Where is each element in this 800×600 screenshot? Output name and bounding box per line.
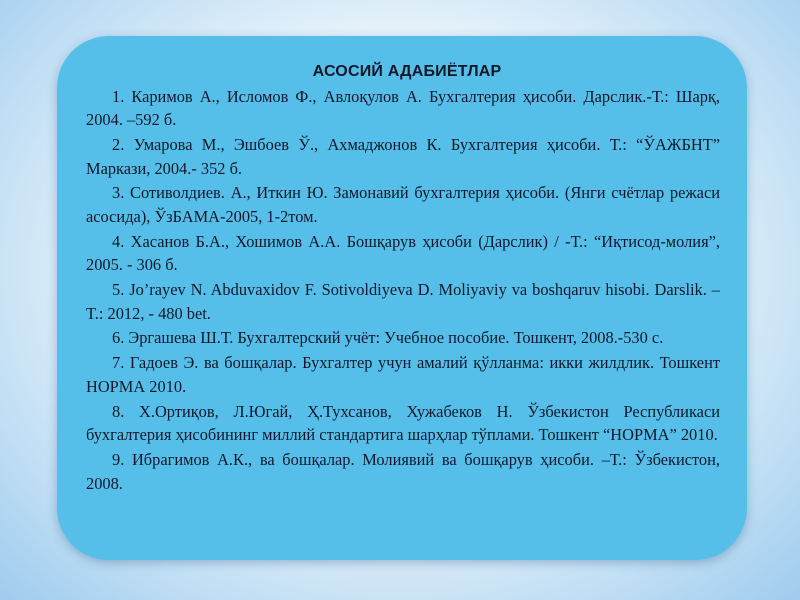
- reference-item-6: 6. Эргашева Ш.Т. Бухгалтерский учёт: Учебное пособие. Тошкент, 2008.-530 с.: [112, 328, 664, 348]
- reference-item-8: 8. Х.Ортиқов, Л.Югай, Ҳ.Тухсанов, Хужабеков Н. Ўзбекистон Республикаси бухгалтерия ҳисобининг миллий стандартига шарҳлар тўплами. Тошкент “НОРМА” 2010.: [86, 401, 720, 445]
- reference-item-4: 4. Хасанов Б.А., Хошимов А.А. Бошқарув ҳисоби (Дарслик) / -Т.: “Иқтисод-молия”, 2005. - 306 б.: [86, 231, 720, 275]
- reference-item-1: 1. Каримов А., Исломов Ф., Авлоқулов А. Бухгалтерия ҳисоби. Дарслик.-Т.: Шарқ, 2004. –592 б.: [86, 86, 720, 130]
- page-title: АСОСИЙ АДАБИЁТЛАР: [312, 63, 502, 80]
- reference-item-9: 9. Ибрагимов А.К., ва бошқалар. Молиявий ва бошқарув ҳисоби. –Т.: Ўзбекистон, 2008.: [86, 450, 720, 493]
- reference-item-2: 2. Умарова М., Эшбоев Ў., Ахмаджонов К. Бухгалтерия ҳисоби. Т.: “ЎАЖБНТ” Маркази, 2004.- 352 б.: [86, 134, 720, 178]
- bibliography-section: [86, 60, 720, 496]
- reference-item-5: 5. Jo’rayev N. Abduvaxidov F. Sotivoldiyeva D. Moliyaviy va boshqaruv hisobi. Darslik. –T.: 2012, - 480 bet.: [86, 280, 720, 323]
- reference-item-7: 7. Гадоев Э. ва бошқалар. Бухгалтер учун амалий қўлланма: икки жилдлик. Тошкент НОРМА 2010.: [86, 353, 720, 396]
- reference-item-3: 3. Сотиволдиев. А., Иткин Ю. Замонавий бухгалтерия ҳисоби. (Янги счётлар режаси асосида), ЎзБАМА-2005, 1-2том.: [86, 183, 720, 226]
- reference-list: [86, 85, 720, 496]
